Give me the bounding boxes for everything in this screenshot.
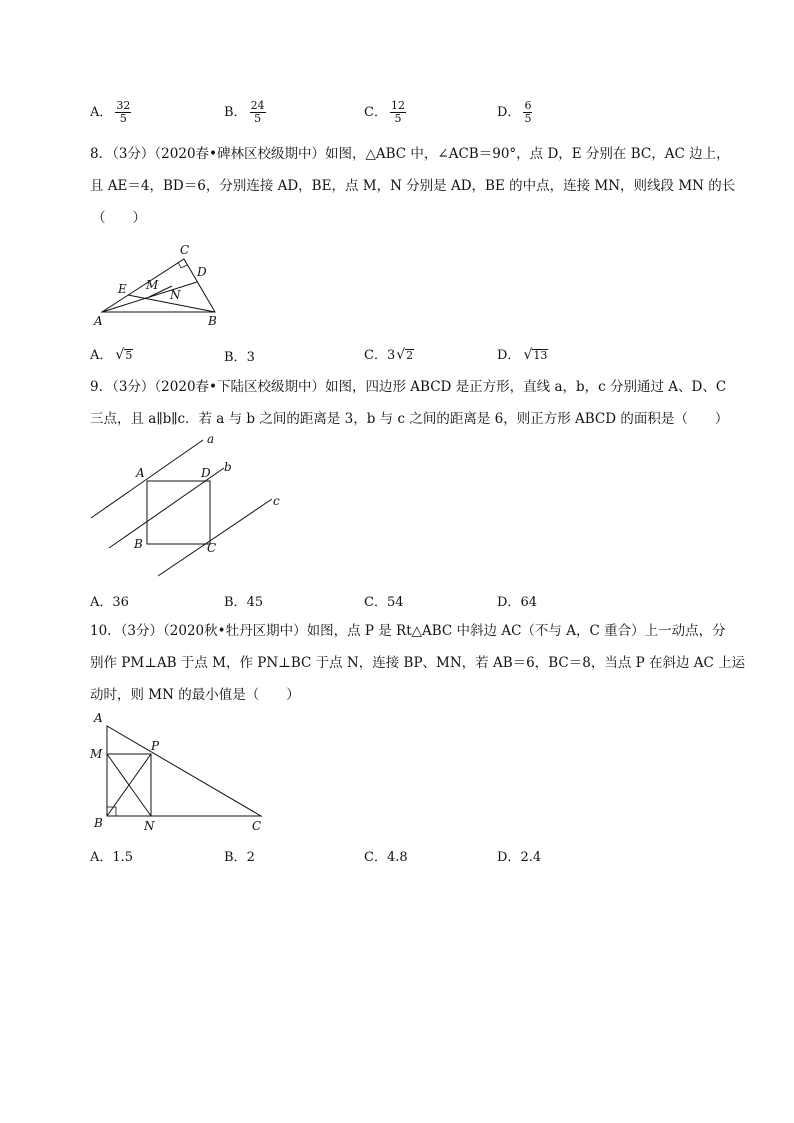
label-b-line: b	[224, 460, 232, 474]
q9-square-figure	[86, 430, 296, 580]
line-c	[158, 499, 272, 576]
label-c: C	[252, 819, 262, 833]
q8-option-b: B．3	[224, 350, 255, 365]
square-root: √ 5	[115, 347, 133, 363]
label-a: A	[94, 314, 103, 328]
label-p: P	[151, 739, 160, 753]
q8-option-c: C．3 √ 2	[364, 347, 414, 363]
q8-triangle-figure	[88, 240, 228, 332]
q9-option-b: B．45	[224, 595, 264, 610]
label-m: M	[146, 278, 159, 292]
q8-stem-line1: 8．（3分）（2020春•碑林区校级期中）如图，△ABC 中，∠ACB＝90°，点 D，E 分别在 BC，AC 边上，	[90, 146, 730, 162]
q9-option-a: A．36	[90, 595, 129, 610]
label-B: B	[134, 537, 143, 551]
right-angle-mark	[178, 262, 187, 268]
q10-option-d: D．2.4	[497, 850, 542, 865]
q10-right-triangle-figure	[86, 706, 270, 836]
label-c: C	[180, 243, 190, 257]
line-b	[109, 468, 224, 548]
q7-option-a: A． $\frac{32}{5}$	[90, 99, 131, 125]
label-A: A	[136, 466, 145, 480]
fraction: $\frac{12}{5}$	[390, 99, 405, 125]
fraction: $\frac{6}{5}$	[524, 99, 532, 125]
q8-option-a: A． √ 5	[90, 347, 133, 363]
label-b: B	[208, 314, 217, 328]
label-n: N	[144, 819, 155, 833]
fraction: $\frac{32}{5}$	[116, 99, 131, 125]
label-a-line: a	[207, 432, 215, 446]
label-a: A	[94, 711, 103, 725]
label-D: D	[201, 466, 211, 480]
q9-stem-line1: 9．（3分）（2020春•下陆区校级期中）如图，四边形 ABCD 是正方形，直线 a，b，c 分别通过 A、D、C	[90, 379, 727, 395]
square-root: √ 13	[523, 347, 548, 363]
label-C: C	[207, 541, 217, 555]
q10-option-a: A．1.5	[90, 850, 134, 865]
triangle-abc	[107, 726, 261, 816]
q10-option-b: B．2	[224, 850, 255, 865]
q9-stem-line2: 三点，且 a∥b∥c．若 a 与 b 之间的距离是 3，b 与 c 之间的距离是 6，则正方形 ABCD 的面积是（ ）	[90, 411, 729, 427]
q10-option-c: C．4.8	[364, 850, 408, 865]
q10-stem-line3: 动时，则 MN 的最小值是（ ）	[90, 687, 300, 703]
label-m: M	[90, 747, 103, 761]
label-d: D	[197, 265, 207, 279]
square-abcd	[147, 481, 210, 544]
q10-stem-line1: 10．（3分）（2020秋•牡丹区期中）如图，点 P 是 Rt△ABC 中斜边 AC（不与 A，C 重合）上一动点，分	[90, 623, 726, 639]
label-n: N	[170, 288, 181, 302]
label-c-line: c	[273, 494, 280, 508]
label-b: B	[94, 816, 103, 830]
q10-stem-line2: 别作 PM⊥AB 于点 M，作 PN⊥BC 于点 N，连接 BP、MN，若 AB＝6，BC＝8，当点 P 在斜边 AC 上运	[90, 655, 746, 671]
square-root: √ 2	[396, 347, 414, 363]
q7-option-d: D． $\frac{6}{5}$	[497, 99, 532, 125]
fraction: $\frac{24}{5}$	[250, 99, 265, 125]
q8-option-d: D． √ 13	[497, 347, 548, 363]
label-e: E	[118, 282, 127, 296]
q8-stem-line2: 且 AE＝4，BD＝6，分别连接 AD，BE，点 M，N 分别是 AD，BE 的中点，连接 MN，则线段 MN 的长	[90, 178, 736, 194]
q8-stem-line3: （ ）	[92, 210, 146, 226]
q7-option-b: B． $\frac{24}{5}$	[224, 99, 265, 125]
q7-option-c: C． $\frac{12}{5}$	[364, 99, 405, 125]
q9-option-c: C．54	[364, 595, 404, 610]
q9-option-d: D．64	[497, 595, 537, 610]
